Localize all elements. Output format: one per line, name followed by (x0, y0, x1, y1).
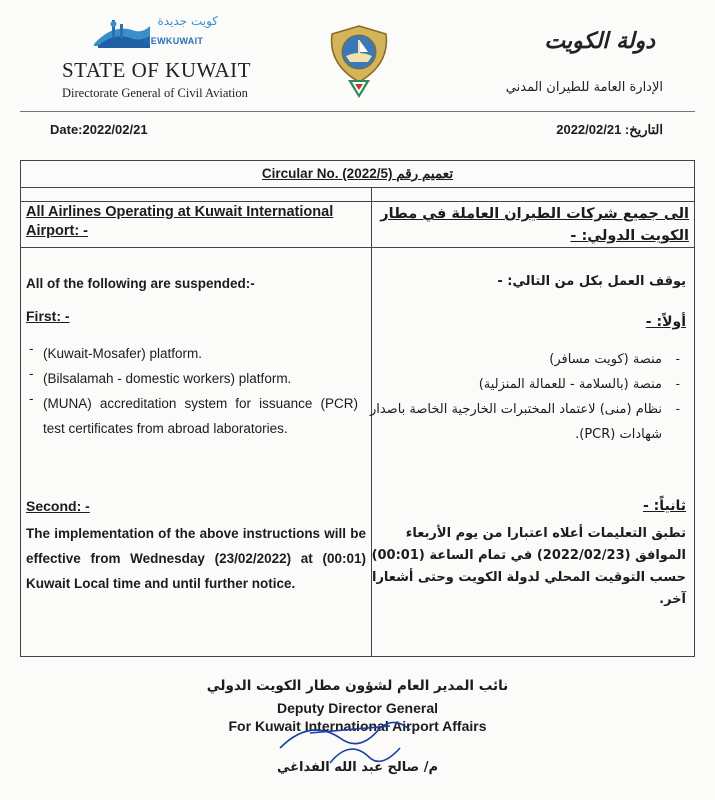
signatory-title-english-1: Deputy Director General (276, 700, 439, 716)
list-item-arabic-1: منصة (كويت مسافر) (549, 352, 662, 367)
bullet-3-arabic: - (675, 401, 680, 416)
second-text-arabic: تطبق التعليمات أعلاه اعتبارا من يوم الأربعاء الموافق (2022/02/23) في تمام الساعة (00:01) حسب التوقيت المحلي لدولة الكويت وحتى أشعارا آخر. (371, 526, 686, 607)
spacer-row (21, 187, 694, 202)
circular-number-row (21, 161, 694, 188)
addressee-arabic: الى جميع شركات الطيران العاملة في مطار الكويت الدولي: - (380, 206, 689, 244)
state-title-arabic: دولة الكويت (544, 28, 655, 54)
directorate-arabic: الإدارة العامة للطيران المدني (505, 80, 663, 95)
date-arabic: التاريخ: 2022/02/21 (556, 122, 663, 137)
header-divider (20, 111, 695, 112)
bullet-2-english: - (29, 366, 34, 381)
newkuwait-logo-english: NEWKUWAIT (144, 36, 204, 46)
bullet-1-arabic: - (675, 351, 680, 366)
second-heading-english: Second: - (26, 498, 90, 514)
intro-arabic: يوقف العمل بكل من التالي: - (497, 274, 686, 289)
kuwait-emblem-icon (324, 24, 394, 100)
list-item-english-3: (MUNA) accreditation system for issuance (PCR) test certificates from abroad laboratories. (43, 396, 358, 436)
list-item-english-2: (Bilsalamah - domestic workers) platform. (43, 371, 292, 386)
date-english: Date:2022/02/21 (50, 122, 148, 137)
list-item-arabic-2: منصة (بالسلامة - للعمالة المنزلية) (478, 377, 662, 392)
circular-number: Circular No. (2022/5) تعميم رقم (261, 166, 454, 181)
intro-english: All of the following are suspended:- (26, 276, 255, 291)
list-item-english-1: (Kuwait-Mosafer) platform. (43, 346, 203, 361)
bullet-2-arabic: - (675, 376, 680, 391)
circular-table (20, 160, 695, 657)
newkuwait-logo-icon (92, 16, 152, 50)
state-title-english: STATE OF KUWAIT (62, 58, 251, 82)
first-heading-arabic: أولاً: - (645, 314, 686, 330)
signatory-title-arabic: نائب المدير العام لشؤون مطار الكويت الدولي (206, 678, 509, 694)
signatory-title-english-2: For Kuwait International Airport Affairs (228, 718, 487, 734)
first-heading-english: First: - (26, 308, 70, 324)
signatory-name-arabic: م/ صالح عبد الله الفداغي (277, 760, 438, 775)
bullet-1-english: - (29, 341, 34, 356)
second-heading-arabic: ثانياً: - (642, 498, 686, 514)
newkuwait-logo (92, 14, 222, 50)
newkuwait-logo-arabic: كويت جديدة (157, 14, 218, 28)
directorate-english: Directorate General of Civil Aviation (62, 86, 248, 100)
bullet-3-english: - (29, 391, 34, 406)
second-text-english: The implementation of the above instructions will be effective from Wednesday (23/02/2022) at (00:01) Kuwait Local time and until further notice. (26, 526, 366, 591)
addressee-english: All Airlines Operating at Kuwait International Airport: - (26, 204, 334, 239)
list-item-arabic-3: نظام (منى) لاعتماد المختبرات الخارجية الخاصة باصدار شهادات (PCR). (369, 402, 662, 442)
